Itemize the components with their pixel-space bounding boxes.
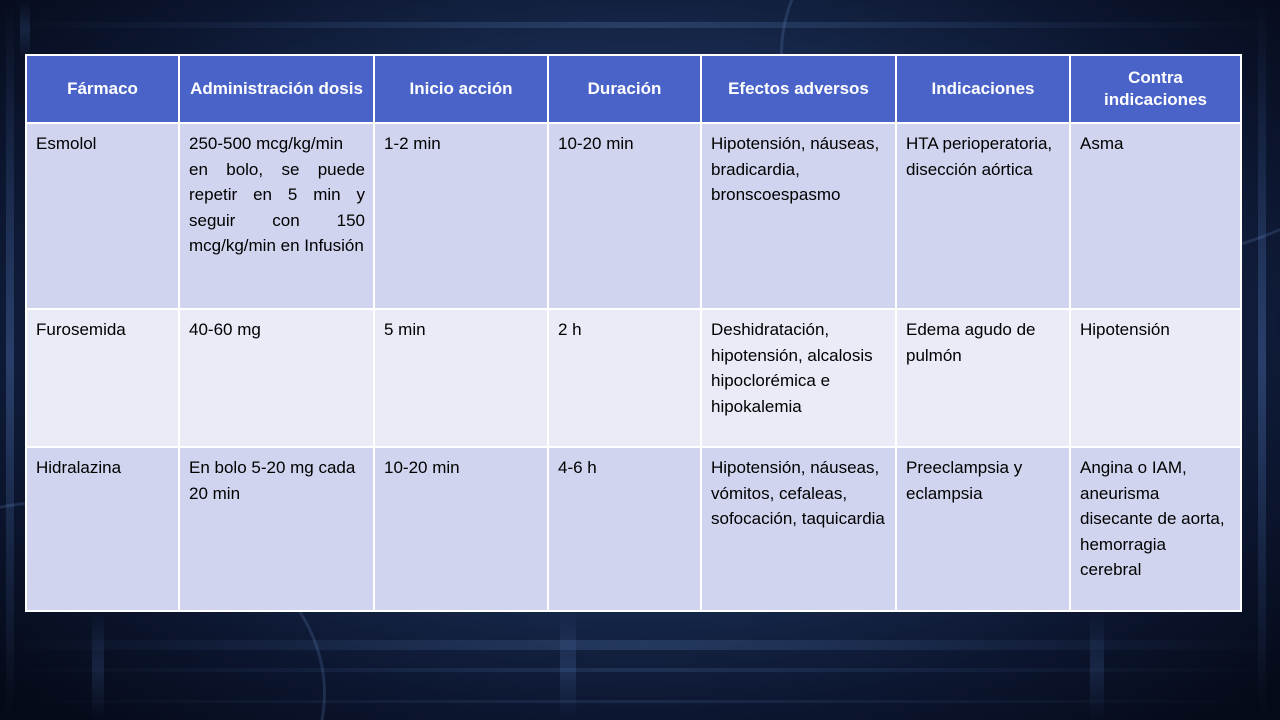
- header-duracion: Duración: [548, 55, 701, 123]
- cell-contraindicaciones: Angina o IAM, aneurisma disecante de aorta, hemorragia cerebral: [1070, 447, 1241, 611]
- header-efectos: Efectos adversos: [701, 55, 896, 123]
- table-row: [26, 123, 1241, 309]
- header-administracion: Administración dosis: [179, 55, 374, 123]
- table-row: [26, 447, 1241, 611]
- cell-duracion: 4-6 h: [548, 447, 701, 611]
- table-header-row: [26, 55, 1241, 123]
- cell-administracion-extra: en bolo, se puede repetir en 5 min y seguir con 150 mcg/kg/min en Infusión: [189, 159, 365, 255]
- cell-efectos: Deshidratación, hipotensión, alcalosis hipoclorémica e hipokalemia: [701, 309, 896, 447]
- cell-farmaco: Esmolol: [26, 123, 179, 309]
- header-indicaciones: Indicaciones: [896, 55, 1070, 123]
- cell-indicaciones: Edema agudo de pulmón: [896, 309, 1070, 447]
- cell-administracion: En bolo 5-20 mg cada 20 min: [179, 447, 374, 611]
- background-bar: [1090, 610, 1104, 720]
- cell-duracion: 10-20 min: [548, 123, 701, 309]
- background-bar: [560, 610, 576, 720]
- drug-table: [25, 54, 1242, 612]
- cell-administracion-main: 250-500 mcg/kg/min: [189, 134, 344, 153]
- cell-farmaco: Hidralazina: [26, 447, 179, 611]
- cell-administracion: [179, 123, 374, 309]
- cell-inicio: 5 min: [374, 309, 548, 447]
- cell-inicio: 1-2 min: [374, 123, 548, 309]
- header-farmaco: Fármaco: [26, 55, 179, 123]
- cell-farmaco: Furosemida: [26, 309, 179, 447]
- cell-administracion: 40-60 mg: [179, 309, 374, 447]
- cell-duracion: 2 h: [548, 309, 701, 447]
- table-row: [26, 309, 1241, 447]
- cell-inicio: 10-20 min: [374, 447, 548, 611]
- header-inicio: Inicio acción: [374, 55, 548, 123]
- cell-indicaciones: HTA perioperatoria, disección aórtica: [896, 123, 1070, 309]
- cell-efectos: Hipotensión, náuseas, vómitos, cefaleas, sofocación, taquicardia: [701, 447, 896, 611]
- header-contraindicaciones: Contra indicaciones: [1070, 55, 1241, 123]
- cell-indicaciones: Preeclampsia y eclampsia: [896, 447, 1070, 611]
- background-bar: [20, 0, 30, 60]
- cell-contraindicaciones: Asma: [1070, 123, 1241, 309]
- cell-efectos: Hipotensión, náuseas, bradicardia, bronscoespasmo: [701, 123, 896, 309]
- cell-contraindicaciones: Hipotensión: [1070, 309, 1241, 447]
